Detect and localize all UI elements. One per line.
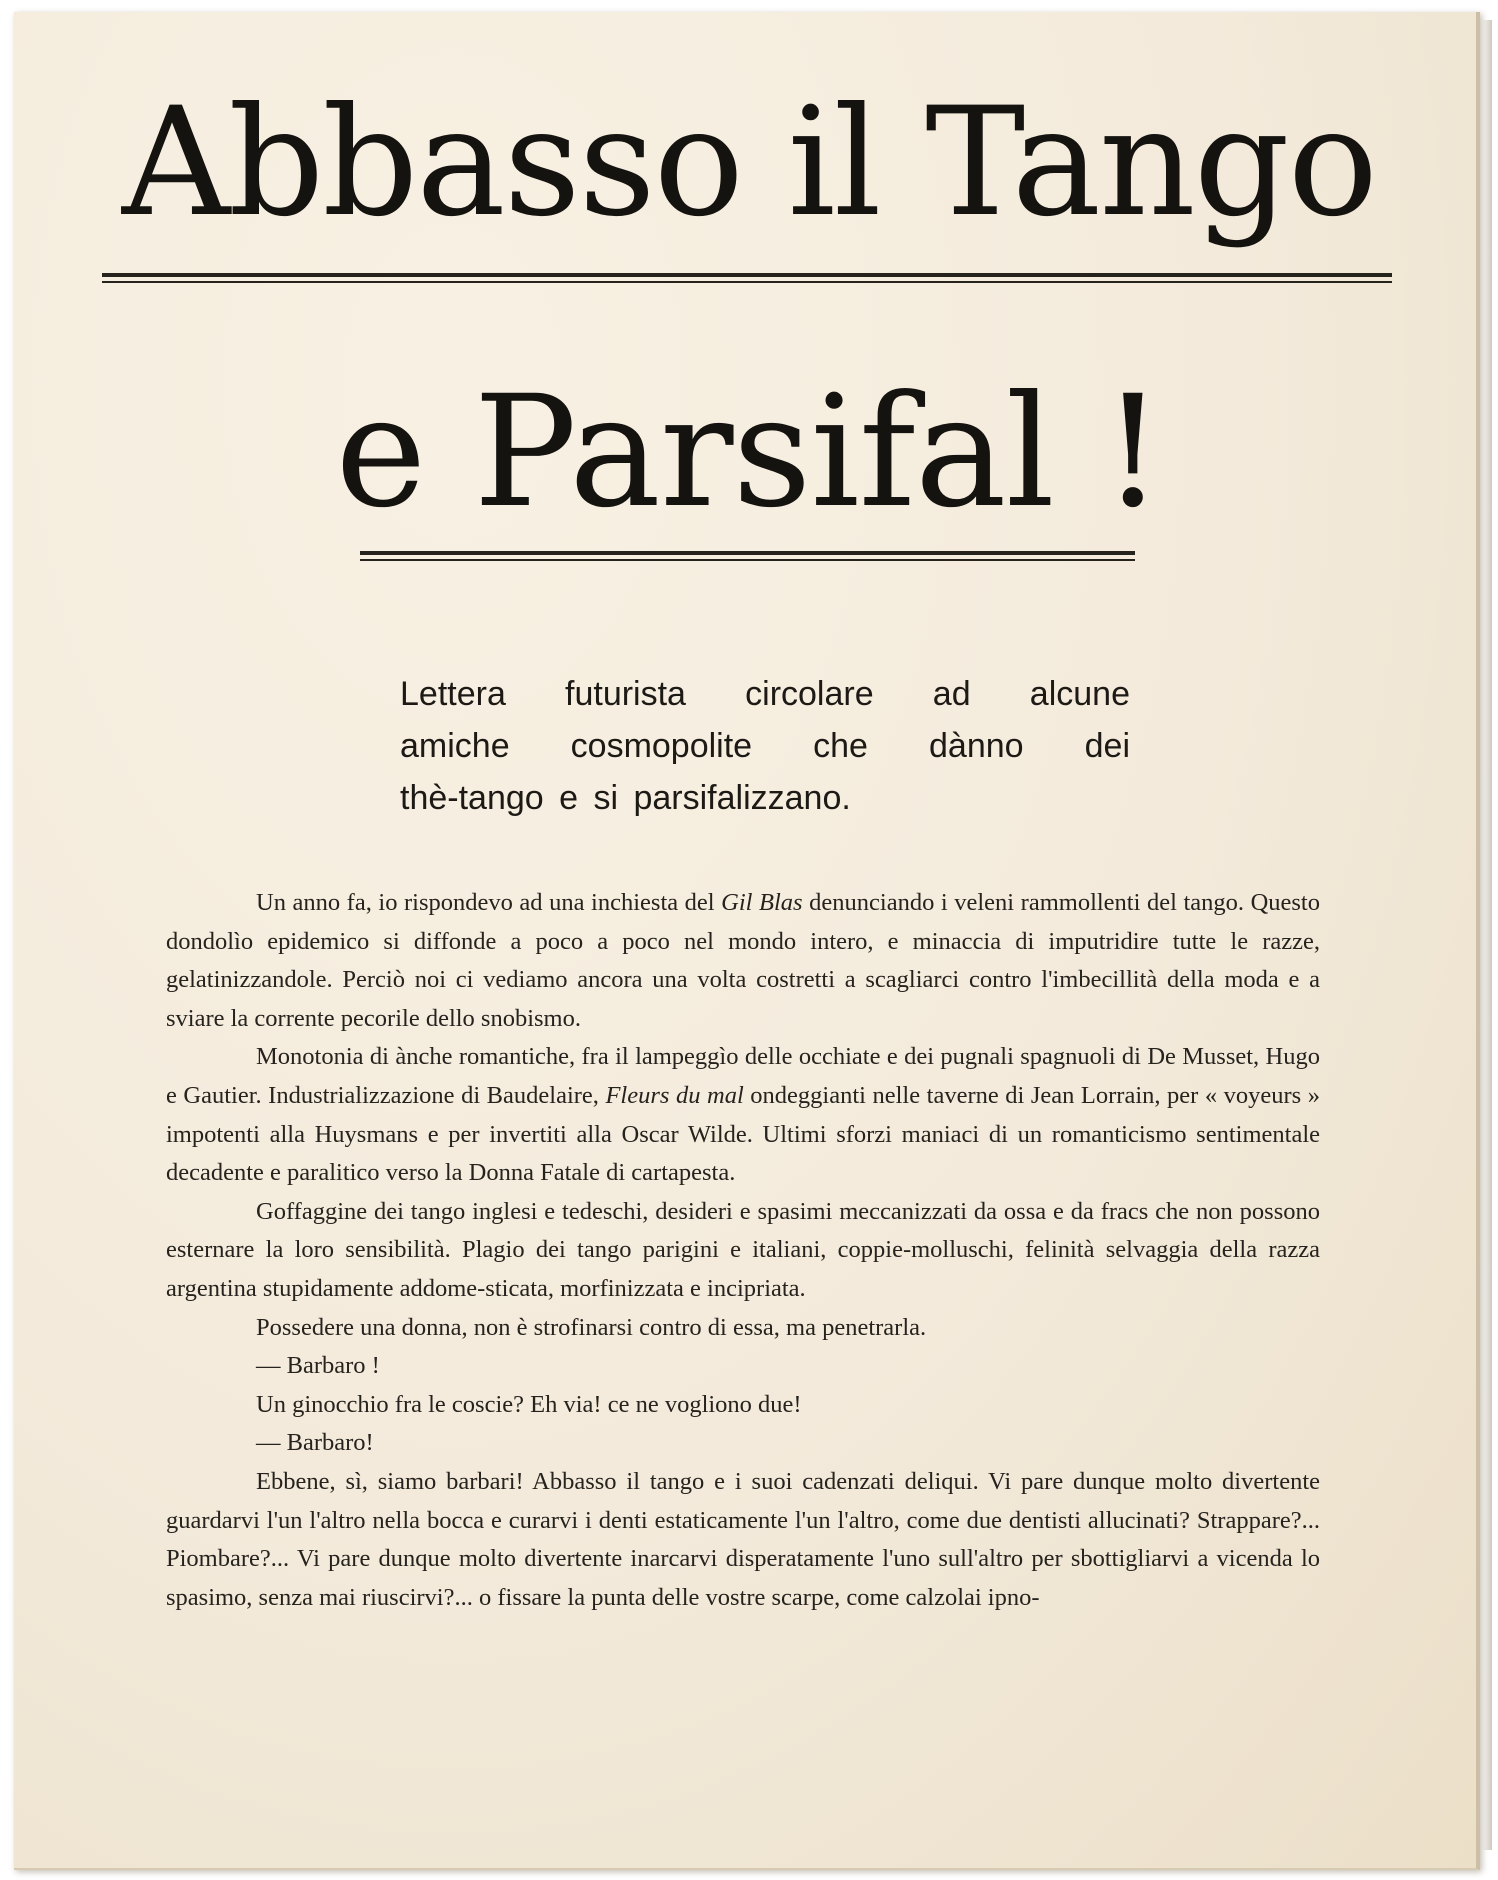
- paragraph-2: [166, 1038, 1320, 1192]
- paragraph-2-text-a: Monotonia di ànche romantiche, fra il lampeggìo delle occhiate e dei pugnali spagnuoli di De Musset, Hugo e Gautier. Industrializzazione di Baudelaire,: [166, 1043, 1320, 1109]
- paragraph-1-text-a: Un anno fa, io rispondevo ad una inchiesta del: [256, 889, 722, 916]
- paragraph-2-italic: Fleurs du mal: [605, 1081, 744, 1109]
- paragraph-2-text-b: ondeggianti nelle taverne di Jean Lorrain, per « voyeurs » impotenti alla Huysmans e per invertiti alla Oscar Wilde. Ultimi sforzi maniaci di un romanticismo sentimentale decadente e paralitico verso la Donna Fatale di cartapesta.: [166, 1081, 1321, 1187]
- letter-body: [166, 884, 1320, 1617]
- paragraph-1-text-b: denunciando i veleni rammollenti del tango. Questo dondolìo epidemico si diffonde a poco a poco nel mondo intero, e minaccia di imputridire tutte le razze, gelatinizzandole. Perciò noi ci vediamo ancora una volta costretti a scagliarci contro l'imbecillità della moda e a sviare la corrente pecorile dello snobismo.: [166, 889, 1320, 1032]
- subtitle-line-2: amiche cosmopolite che dànno dei: [400, 727, 1130, 765]
- headline-subtitle: e Parsifal !: [335, 363, 1163, 542]
- subtitle-line-1: Lettera futurista circolare ad alcune: [400, 675, 1130, 713]
- double-rule-middle: [360, 551, 1135, 561]
- paragraph-4: Possedere una donna, non è strofinarsi contro di essa, ma penetrarla.: [256, 1313, 927, 1341]
- paragraph-6: Un ginocchio fra le coscie? Eh via! ce ne vogliono due!: [256, 1390, 802, 1418]
- subtitle-line-3: thè-tango e si parsifalizzano.: [400, 779, 851, 817]
- paragraph-1-italic: Gil Blas: [721, 889, 803, 916]
- paragraph-5: — Barbaro !: [256, 1352, 380, 1380]
- double-rule-top: [102, 273, 1392, 283]
- paragraph-1: [166, 884, 1320, 1038]
- paragraph-8: Ebbene, sì, siamo barbari! Abbasso il tango e i suoi cadenzati deliqui. Vi pare dunque molto divertente guardarvi l'un l'altro nella bocca e curarvi i denti estaticamente l'un l'altro, come due dentisti allucinati? Strappare?... Piombare?... Vi pare dunque molto divertente inarcarvi disperatamente l'uno sull'altro per sbottigliarvi a vicenda lo spasimo, senza mai riuscirvi?... o fissare la punta delle vostre scarpe, come calzolai ipno-: [166, 1467, 1320, 1611]
- paragraph-7: — Barbaro!: [256, 1429, 374, 1457]
- headline-title: Abbasso il Tango: [121, 76, 1377, 250]
- letter-subtitle: [400, 668, 1130, 824]
- paragraph-3: Goffaggine dei tango inglesi e tedeschi, desideri e spasimi meccanizzati da ossa e da fracs che non possono esternare la loro sensibilità. Plagio dei tango parigini e italiani, coppie-molluschi, felinità selvaggia della razza argentina stupidamente addome-sticata, morfinizzata e incipriata.: [166, 1197, 1320, 1302]
- paper-edge: [1482, 20, 1492, 1850]
